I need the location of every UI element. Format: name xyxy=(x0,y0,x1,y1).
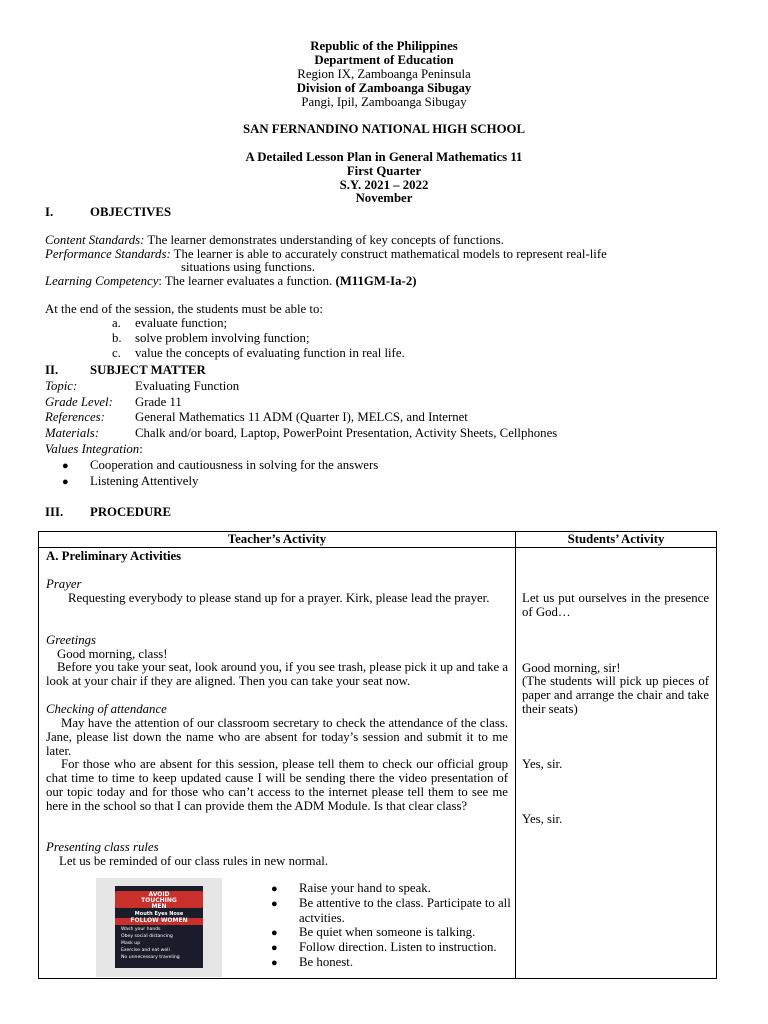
procedure-table xyxy=(38,531,717,979)
subject-row-value: Chalk and/or board, Laptop, PowerPoint Presentation, Activity Sheets, Cellphones xyxy=(135,426,558,440)
subject-row-label: Materials: xyxy=(45,426,100,440)
performance-standards-text-continued: situations using functions. xyxy=(181,260,316,274)
bullet-icon: ● xyxy=(271,883,278,895)
subject-row-grade xyxy=(45,395,182,409)
subject-row-references xyxy=(45,410,468,424)
subject-matter-heading xyxy=(45,363,206,377)
students-activity-cell xyxy=(516,548,717,979)
poster-line: MEN xyxy=(151,903,167,910)
quarter: First Quarter xyxy=(346,164,422,178)
prayer-text: Requesting everybody to please stand up for a prayer. Kirk, please lead the prayer. xyxy=(68,591,490,605)
objectives-heading xyxy=(45,205,171,219)
poster-board xyxy=(115,886,203,968)
objective-marker: a. xyxy=(112,316,121,330)
performance-standards-text: The learner is able to accurately construct mathematical models to represent real-life xyxy=(173,247,607,261)
bullet-icon: ● xyxy=(62,460,69,472)
greetings-response2: (The students will pick up pieces of paper and arrange the chair and take their seats) xyxy=(522,674,709,716)
school-name: SAN FERNANDINO NATIONAL HIGH SCHOOL xyxy=(242,122,526,136)
attendance-response1: Yes, sir. xyxy=(522,757,563,771)
greetings-line1: Good morning, class! xyxy=(57,647,168,661)
content-standards-label: Content Standards: xyxy=(45,233,145,247)
learning-competency xyxy=(45,274,416,288)
subject-matter-title: SUBJECT MATTER xyxy=(90,363,206,377)
objective-text: value the concepts of evaluating function in real life. xyxy=(135,346,405,360)
objective-item xyxy=(112,316,405,331)
bullet-icon: ● xyxy=(271,927,278,939)
rule-item xyxy=(271,911,511,925)
header-republic: Republic of the Philippines xyxy=(310,39,458,53)
plan-title: A Detailed Lesson Plan in General Mathematics 11 xyxy=(245,150,523,164)
attendance-text1: May have the attention of our classroom secretary to check the attendance of the class. Jane, please list down the name who are absent for today’s session and submit it to me later. xyxy=(46,716,508,758)
learning-competency-code: (M11GM-Ia-2) xyxy=(335,274,417,288)
objectives-intro: At the end of the session, the students must be able to: xyxy=(45,302,323,316)
rule-item xyxy=(271,940,511,955)
rule-text: Follow direction. Listen to instruction. xyxy=(299,940,497,954)
subject-row-topic xyxy=(45,379,239,393)
subject-row-label: Grade Level: xyxy=(45,395,113,409)
rule-item xyxy=(271,955,511,970)
poster-women-list xyxy=(121,926,180,961)
objectives-numeral: I. xyxy=(45,205,54,219)
prayer-response: Let us put ourselves in the presence of God… xyxy=(522,591,709,619)
objective-text: solve problem involving function; xyxy=(135,331,310,345)
header-division: Division of Zamboanga Sibugay xyxy=(296,81,472,95)
procedure-title: PROCEDURE xyxy=(90,505,172,519)
performance-standards-label: Performance Standards: xyxy=(45,247,171,261)
poster-women-banner: FOLLOW WOMEN xyxy=(115,918,203,925)
learning-competency-text: : The learner evaluates a function. xyxy=(158,274,333,288)
values-item-text: Cooperation and cautiousness in solving for the answers xyxy=(90,458,379,472)
poster-item: Mask up xyxy=(121,941,141,946)
poster-avoid-banner xyxy=(115,891,203,908)
poster-men-line: Mouth Eyes Nose xyxy=(134,911,184,917)
poster-line: AVOID xyxy=(148,891,170,898)
attendance-heading: Checking of attendance xyxy=(46,702,167,716)
rule-text: Raise your hand to speak. xyxy=(299,881,431,895)
bullet-icon: ● xyxy=(271,942,278,954)
school-year: S.Y. 2021 – 2022 xyxy=(339,178,429,192)
subject-matter-numeral: II. xyxy=(45,363,59,377)
subject-row-value: General Mathematics 11 ADM (Quarter I), MELCS, and Internet xyxy=(135,410,468,424)
section-a-heading: A. Preliminary Activities xyxy=(46,549,182,563)
values-integration xyxy=(45,442,143,456)
objective-item xyxy=(112,346,405,361)
content-standards xyxy=(45,233,504,247)
header-address: Pangi, Ipil, Zamboanga Sibugay xyxy=(301,95,467,109)
objectives-title: OBJECTIVES xyxy=(90,205,172,219)
greetings-heading: Greetings xyxy=(46,633,96,647)
procedure-heading xyxy=(45,505,171,519)
performance-standards xyxy=(45,247,607,261)
procedure-numeral: III. xyxy=(45,505,64,519)
greetings-text: Before you take your seat, look around you, if you see trash, please pick it up and take a look at your chair if they are aligned. Then you can take your seat now. xyxy=(46,660,508,688)
poster-item: Wash your hands xyxy=(121,927,161,932)
objective-marker: c. xyxy=(112,346,121,360)
poster-line: TOUCHING xyxy=(141,897,177,904)
col-header-students: Students’ Activity xyxy=(516,532,717,548)
greetings-response1: Good morning, sir! xyxy=(522,661,621,675)
values-integration-colon: : xyxy=(139,442,143,456)
learning-competency-label: Learning Competency xyxy=(45,274,159,288)
bullet-icon: ● xyxy=(271,898,278,910)
poster-item: No unnecessary traveling xyxy=(121,955,180,960)
rules-intro: Let us be reminded of our class rules in new normal. xyxy=(59,854,329,868)
subject-row-value: Evaluating Function xyxy=(135,379,240,393)
poster-item: Exercise and eat well xyxy=(121,948,170,953)
class-rules-list xyxy=(271,881,511,970)
rule-text: Be attentive to the class. Participate to all xyxy=(299,896,511,910)
rule-text: Be honest. xyxy=(299,955,354,969)
attendance-response2: Yes, sir. xyxy=(522,812,563,826)
values-list xyxy=(62,458,378,490)
subject-row-label: References: xyxy=(45,410,105,424)
rule-text: Be quiet when someone is talking. xyxy=(299,925,476,939)
subject-row-label: Topic: xyxy=(45,379,78,393)
objective-marker: b. xyxy=(112,331,122,345)
objective-text: evaluate function; xyxy=(135,316,228,330)
prayer-heading: Prayer xyxy=(46,577,82,591)
values-integration-label: Values Integration xyxy=(45,442,140,456)
teacher-activity-cell xyxy=(39,548,516,979)
rule-text: actvities. xyxy=(299,911,345,925)
content-standards-text: The learner demonstrates understanding of key concepts of functions. xyxy=(147,233,504,247)
poster-item: Obey social distancing xyxy=(121,934,173,939)
attendance-text2: For those who are absent for this session, please tell them to check our official group chat time to time to keep updated cause I will be sending there the video presentation of our topic today and for those who can’t access to the internet please tell them to see me here in the school so that I can provide them the ADM Module. Is that clear class? xyxy=(46,757,508,813)
header-department: Department of Education xyxy=(314,53,454,67)
rule-item xyxy=(271,881,511,896)
objectives-list xyxy=(112,316,405,361)
values-item-text: Listening Attentively xyxy=(90,474,199,488)
subject-row-value: Grade 11 xyxy=(135,395,182,409)
subject-row-materials xyxy=(45,426,557,440)
month: November xyxy=(355,191,413,205)
rules-heading: Presenting class rules xyxy=(46,840,159,854)
rule-item xyxy=(271,896,511,911)
values-item xyxy=(62,458,378,474)
bullet-icon: ● xyxy=(271,957,278,969)
header-region: Region IX, Zamboanga Peninsula xyxy=(297,67,471,81)
values-item xyxy=(62,474,378,490)
bullet-icon: ● xyxy=(62,476,69,488)
col-header-teacher: Teacher’s Activity xyxy=(39,532,516,548)
objective-item xyxy=(112,331,405,346)
rule-item xyxy=(271,925,511,940)
avoid-touching-men-poster xyxy=(96,878,222,977)
